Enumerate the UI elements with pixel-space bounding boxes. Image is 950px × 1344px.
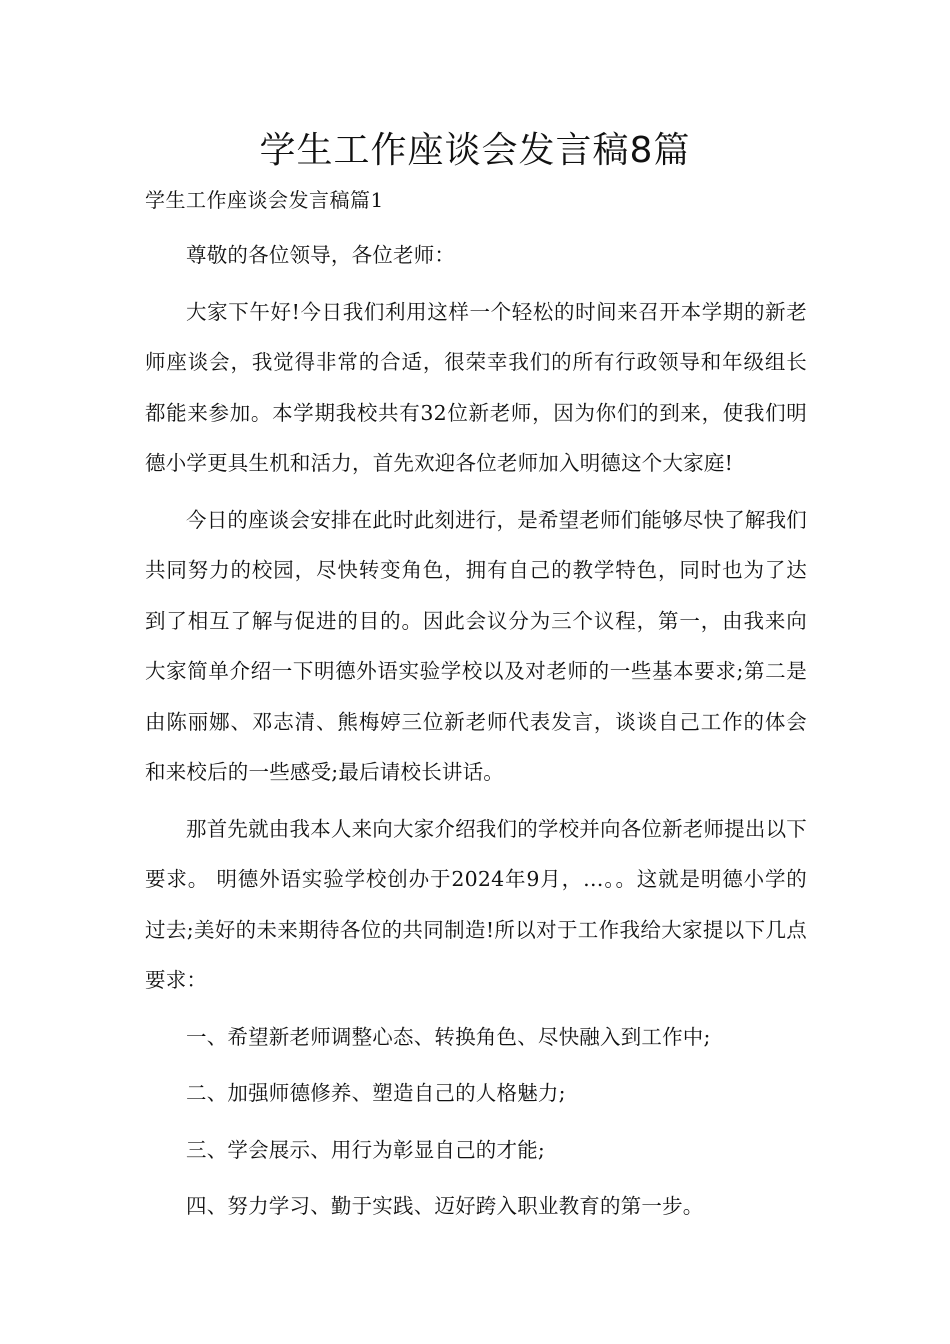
paragraph-salutation: 尊敬的各位领导，各位老师：	[186, 243, 456, 267]
requirement-item-4: 四、努力学习、勤于实践、迈好跨入职业教育的第一步。	[186, 1194, 704, 1218]
requirement-item-1: 一、希望新老师调整心态、转换角色、尽快融入到工作中;	[186, 1024, 711, 1049]
section-heading: 学生工作座谈会发言稿篇1	[145, 188, 384, 212]
paragraph-greeting: 大家下午好!今日我们利用这样一个轻松的时间来召开本学期的新老师座谈会，我觉得非常的合适，很荣幸我们的所有行政领导和年级组长都能来参加。本学期我校共有32位新老师，因为你们的到来，使我们明德小学更具生机和活力，首先欢迎各位老师加入明德这个大家庭!	[145, 299, 807, 475]
paragraph-introduction: 那首先就由我本人来向大家介绍我们的学校并向各位新老师提出以下要求。 明德外语实验学校创办于2024年9月，…。。这就是明德小学的过去;美好的未来期待各位的共同制造!所以对于工作我给大家提以下几点要求：	[145, 816, 807, 992]
paragraph-agenda: 今日的座谈会安排在此时此刻进行，是希望老师们能够尽快了解我们共同努力的校园，尽快转变角色，拥有自己的教学特色，同时也为了达到了相互了解与促进的目的。因此会议分为三个议程，第一，由我来向大家简单介绍一下明德外语实验学校以及对老师的一些基本要求;第二是由陈丽娜、邓志清、熊梅婷三位新老师代表发言，谈谈自己工作的体会和来校后的一些感受;最后请校长讲话。	[145, 507, 807, 784]
document-body	[145, 230, 807, 1238]
requirement-item-3: 三、学会展示、用行为彰显自己的才能;	[186, 1137, 546, 1162]
document-title: 学生工作座谈会发言稿8篇	[259, 130, 691, 171]
requirement-item-2: 二、加强师德修养、塑造自己的人格魅力;	[186, 1081, 566, 1105]
